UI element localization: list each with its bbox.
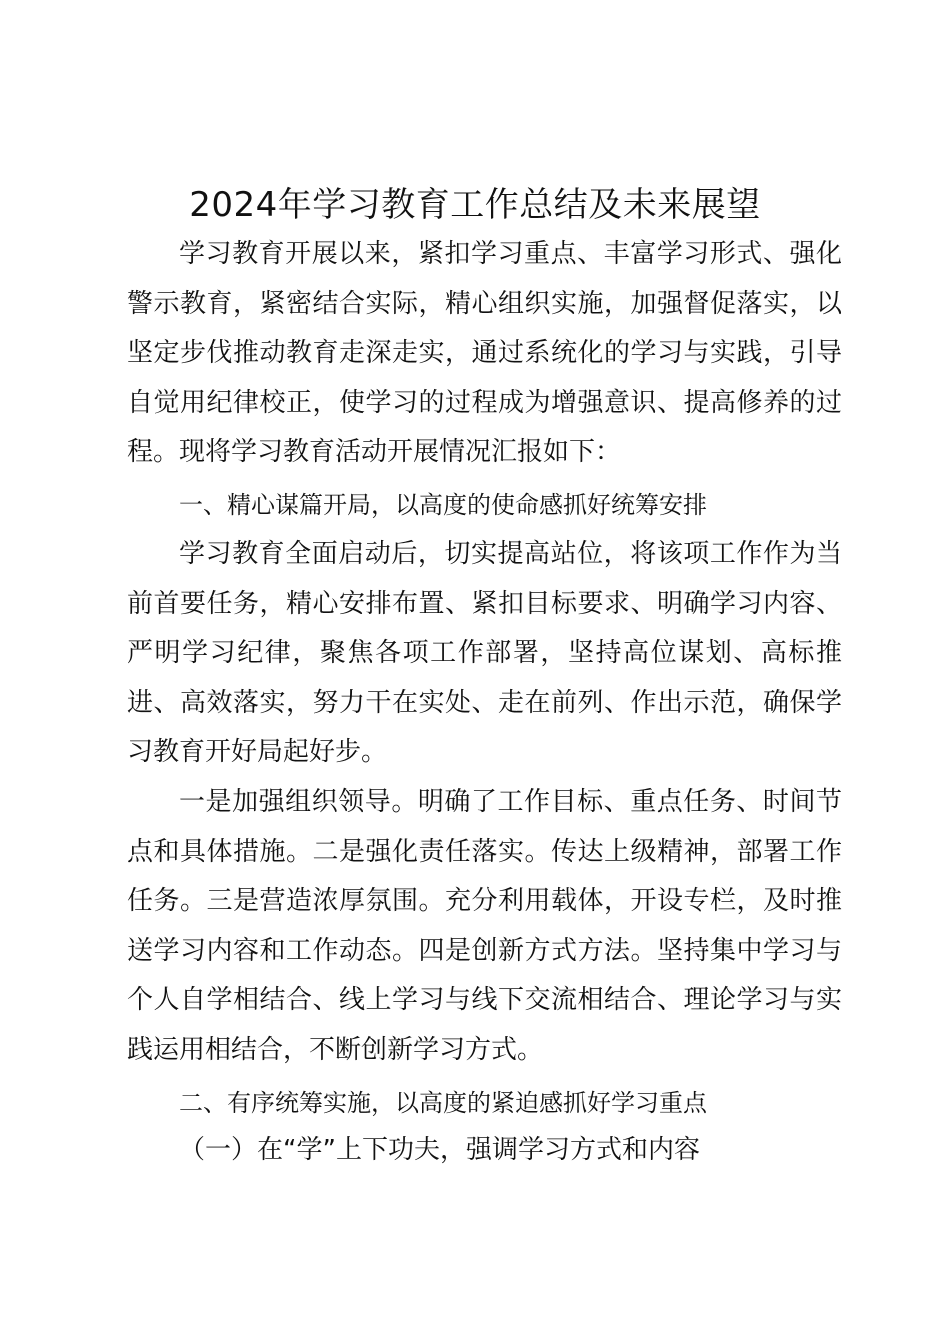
- section2-heading: 二、有序统筹实施，以高度的紧迫感抓好学习重点: [179, 1089, 707, 1117]
- section1-heading: 一、精心谋篇开局，以高度的使命感抓好统筹安排: [179, 491, 707, 519]
- section1-paragraph-2: 一是加强组织领导。明确了工作目标、重点任务、时间节点和具体措施。二是强化责任落实。传达上级精神，部署工作任务。三是营造浓厚氛围。充分利用载体，开设专栏，及时推送学习内容和工作动态。四是创新方式方法。坚持集中学习与个人自学相结合、线上学习与线下交流相结合、理论学习与实践运用相结合，不断创新学习方式。: [127, 787, 842, 1065]
- section1-paragraph-1: 学习教育全面启动后，切实提高站位，将该项工作作为当前首要任务，精心安排布置、紧扣目标要求、明确学习内容、严明学习纪律，聚焦各项工作部署，坚持高位谋划、高标推进、高效落实，努力干在实处、走在前列、作出示范，确保学习教育开好局起好步。: [127, 539, 842, 767]
- section2-subheading-1: （一）在“学”上下功夫，强调学习方式和内容: [179, 1135, 700, 1165]
- document-title: 2024年学习教育工作总结及未来展望: [189, 185, 761, 225]
- intro-paragraph: 学习教育开展以来，紧扣学习重点、丰富学习形式、强化警示教育，紧密结合实际，精心组织实施，加强督促落实，以坚定步伐推动教育走深走实，通过系统化的学习与实践，引导自觉用纪律校正，使学习的过程成为增强意识、提高修养的过程。现将学习教育活动开展情况汇报如下：: [127, 239, 842, 467]
